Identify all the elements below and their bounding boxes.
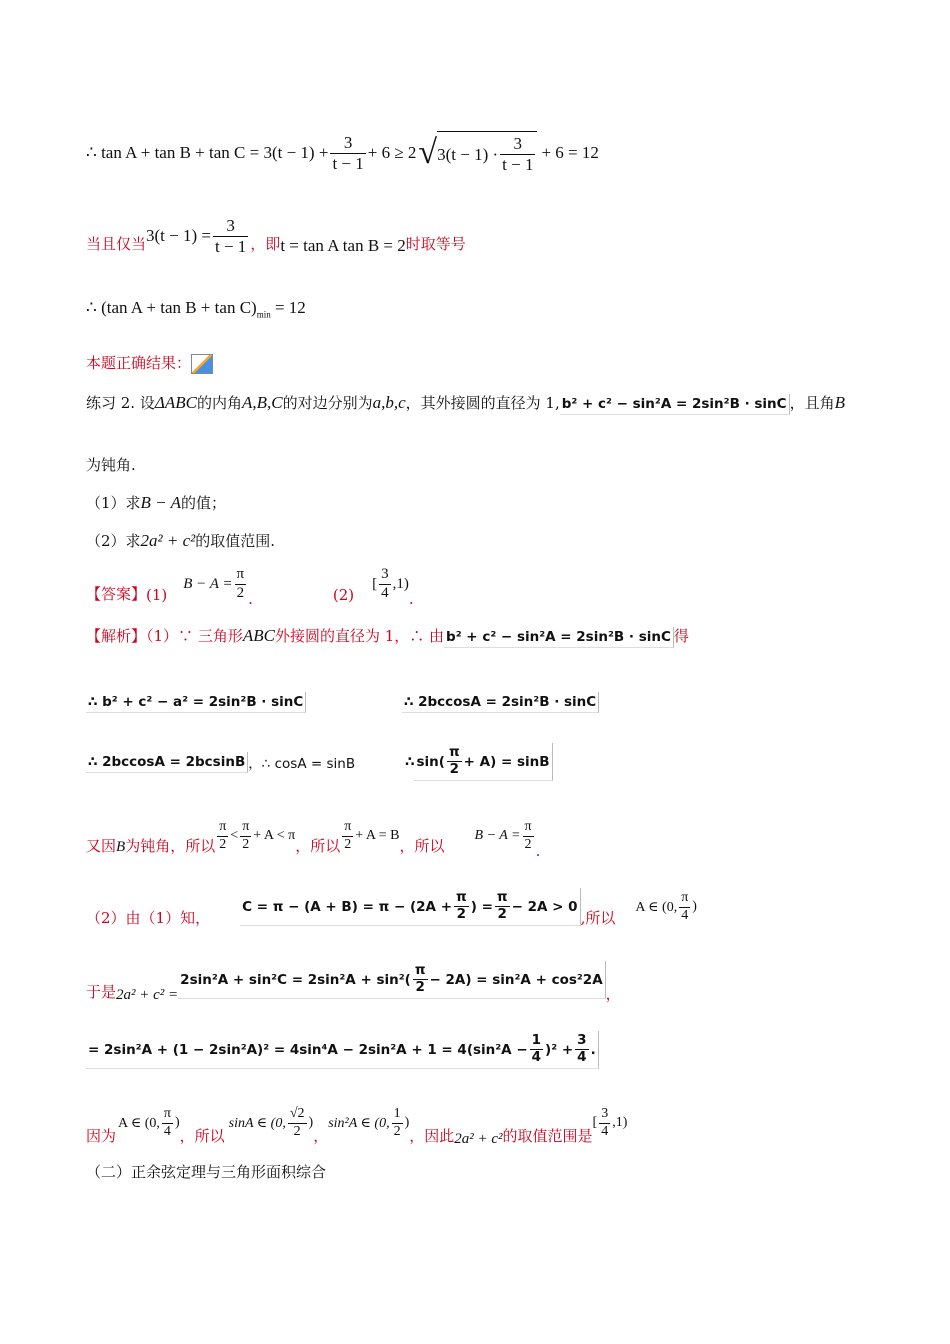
sqrt-body: 3(t − 1) · $\frac{3}{t - 1}$ xyxy=(437,131,537,174)
step-6: = 2sin²A + (1 − 2sin²A)² = 4sin⁴A − 2sin²A + 1 = 4(sin²A − $\frac{1}{4}$ )² + $\frac{3}{4}$ . xyxy=(86,1026,599,1074)
fraction: $\frac{3}{t - 1}$ xyxy=(332,132,364,173)
min-result: ∴ (tan $A + \tan B + \tan C)_{min} = 12$ xyxy=(86,298,306,320)
exercise-statement: 练习 2. 设ΔABC的内角A,B,C的对边分别为a,b,c，其外接圆的直径为 1, b² + c² − sin²A = 2sin²B · sinC ，且角B xyxy=(86,394,845,412)
question-1: （1）求B − A的值； xyxy=(86,493,226,512)
step-2: ∴ 2bccosA = 2bcsinB ，∴ cosA = sinB ∴ sin( $\frac{\pi}{2}$ + A) = sinB xyxy=(86,738,553,786)
answer-line: 【答案】 (1) B − A = $\frac{\pi}{2}$ . (2) [ $\frac{3}{4}$ ,1) . xyxy=(86,566,414,608)
section-heading: （二）正余弦定理与三角形面积综合 xyxy=(86,1163,327,1181)
step-3: 又因 B 为钝角，所以 $\frac{\pi}{2}$ < $\frac{\pi}{2}$ + A < π ，所以 $\frac{\pi}{2}$ + A = B ，所以 B − A = $\frac{\pi}{2}$ . xyxy=(86,819,541,860)
sqrt-sign: √ xyxy=(418,134,438,171)
expr-lead: ∴ tan A + tan B + tan C = 3(t − 1) + xyxy=(86,143,329,162)
exercise-statement-cont: 为钝角. xyxy=(86,456,136,474)
step-4: （2）由（1）知， C = π − (A + B) = π − (2A + $\frac{\pi}{2}$ ) = $\frac{\pi}{2}$ − 2A > 0 ,所以 A ∈ (0, $\frac{\pi}{4}$ ) xyxy=(86,889,697,927)
analysis-line: 【解析】（1）∵ 三角形ABC外接圆的直径为 1，∴ 由 b² + c² − sin²A = 2sin²B · sinC 得 xyxy=(86,627,689,645)
step-5: 于是 2a² + c² = 2sin²A + sin²C = 2sin²A + sin²( $\frac{\pi}{2}$ − 2A) = sin²A + cos²2A ， xyxy=(86,962,621,1003)
expr-mid: + 6 ≥ 2 xyxy=(367,143,417,162)
inequality-line xyxy=(86,128,599,178)
question-2: （2）求2a² + c²的取值范围. xyxy=(86,531,276,550)
equality-condition: 当且仅当 3(t − 1) = $\frac{3}{t - 1}$ ，即 t = tan A tan B = 2 时取等号 xyxy=(86,215,466,256)
expr-tail: + 6 = 12 xyxy=(541,143,599,162)
broken-image-icon xyxy=(191,354,213,374)
step-1b: ∴ 2bccosA = 2sin²B · sinC xyxy=(402,696,599,710)
result-label: 本题正确结果： xyxy=(86,354,213,374)
step-7: 因为 A ∈ (0, $\frac{\pi}{4}$ ) ，所以 sinA ∈ (0, $\frac{√2}{2}$ ) ， sin²A ∈ (0, $\frac{1}{2}$ ) ，因此 2a² + c² 的取值范围是 [ $\frac{3}{4}$ ,1) xyxy=(86,1106,628,1147)
step-1a: ∴ b² + c² − a² = 2sin²B · sinC xyxy=(86,696,306,710)
